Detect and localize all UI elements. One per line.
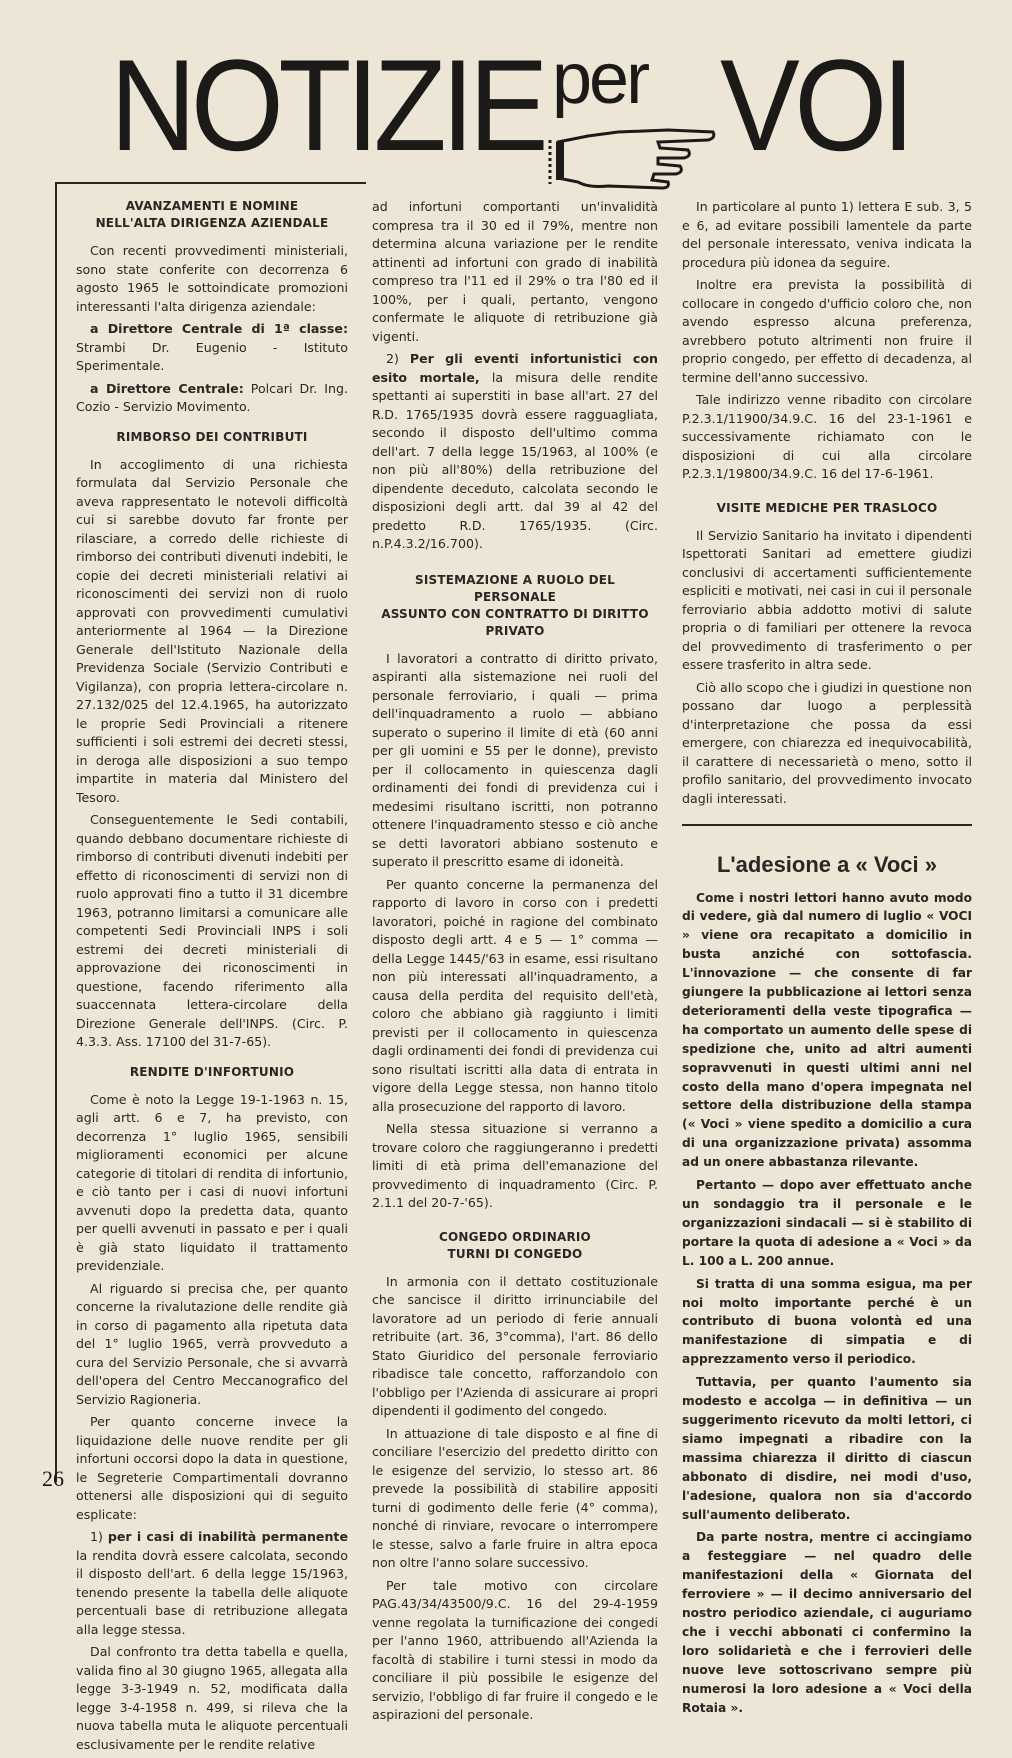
paragraph: Per tale motivo con circolare PAG.43/34/43500/9.C. 16 del 29-4-1959 venne regolata la turnificazione dei congedi per l'anno 1960, attribuendo all'Azienda la facoltà di stabilire i turni stessi in modo da conciliare il più possibile le esigenze del servizio, l'obbligo di far fruire il congedo e le aspirazioni del personale. — [372, 1577, 658, 1722]
masthead-notizie: NOTIZIE — [110, 32, 544, 178]
paragraph: In particolare al punto 1) lettera E sub. 3, 5 e 6, ad evitare possibili lamentele da parte del personale interessato, veniva indicata la procedura più idonea da seguire. — [682, 199, 972, 270]
paragraph: 1) per i casi di inabilità permanente la rendita dovrà essere calcolata, secondo il disposto dell'art. 6 della legge 15/1963, tenendo presente la tabella delle aliquote percentuali base di retribuzione allegata alla legge stessa. — [76, 1529, 348, 1637]
heading-rimborso: RIMBORSO DEI CONTRIBUTI — [116, 429, 308, 444]
heading-rendite: RENDITE D'INFORTUNIO — [129, 1064, 295, 1079]
paragraph: Come è noto la Legge 19-1-1963 n. 15, agli artt. 6 e 7, ha previsto, con decorrenza 1° luglio 1965, sensibili miglioramenti economici per alcune categorie di titolari di rendita di infortunio, e ciò tanto per i casi di nuovi infortuni avvenuti dopo la predetta data, quanto per quelli avvenuti in passato e per i quali è già stato liquidato il trattamento previdenziale. — [76, 1091, 348, 1273]
paragraph: In armonia con il dettato costituzionale che sancisce il diritto irrinunciabile del lavoratore ad un periodo di ferie annuali retribuite (art. 36, 3°comma), l'art. 86 dello Stato Giuridico del personale ferroviario ribadisce tale concetto, rafforzandolo con l'obbligo per l'Azienda di assicurare ai propri dipendenti il godimento del congedo. — [372, 1273, 658, 1418]
paragraph: a Direttore Centrale: Polcari Dr. Ing. Cozio - Servizio Movimento. — [76, 380, 349, 414]
paragraph: Tuttavia, per quanto l'aumento sia modesto e accolga — in definitiva — un suggerimento ricevuto da molti lettori, ci siamo impegnati a ribadire con la massima chiarezza il diritto di ciascun abbonato di disdire, nei modi d'uso, l'adesione, qualora non sia d'accordo sull'aumento deliberato. — [682, 1375, 972, 1522]
divider — [682, 824, 972, 826]
paragraph: In accoglimento di una richiesta formulata dal Servizio Personale che aveva rappresentato le notevoli difficoltà cui si sarebbe dovuto far fronte per rilasciare, a corredo delle richieste di rimborso dei contributi divenuti indebiti, le copie dei decreti ministeriali relativi ai riconoscimenti dei servizi non di ruolo approvati con provvedimenti cumulativi anteriormente al 1964 — la Direzione Generale dell'Istituto Nazionale della Previdenza Sociale (Servizio Contributi e Vigilanza), con propria lettera-circolare n. 27.132/025 del 12.4.1965, ha autorizzato le proprie Sedi Provinciali a ritenere sufficienti i soli estremi dei decreti stessi, in deroga alle disposizioni a suo tempo impartite in materia dal Ministero del Tesoro. — [76, 456, 348, 805]
paragraph: I lavoratori a contratto di diritto privato, aspiranti alla sistemazione nei ruoli del personale ferroviario, i quali — prima dell'inquadramento a ruolo — abbiano superato o superino il limite di età (60 anni per gli uomini e 55 per le donne), previsto per il collocamento in quiescenza dagli ordinamenti dei fondi di previdenza cui i medesimi risultano iscritti, non potranno ottenere l'inquadramento stesso e ciò anche se detti lavoratori abbiano sostenuto e superato il prescritto esame di idoneità. — [372, 650, 658, 869]
adesione-box — [682, 852, 972, 1717]
paragraph: Con recenti provvedimenti ministeriali, sono state conferite con decorrenza 6 agosto 1965 le sottoindicate promozioni interessanti l'alta dirigenza aziendale: — [76, 243, 348, 314]
paragraph: Per quanto concerne invece la liquidazione delle nuove rendite per gli infortuni occorsi dopo la data in questione, le Segreterie Compartimentali dovranno ottenersi alle disposizioni qui di seguito esplicate: — [76, 1414, 348, 1522]
paragraph: Come i nostri lettori hanno avuto modo di vedere, già dal numero di luglio « VOCI » viene ora recapitato a domicilio in busta anziché con sottofascia. L'innovazione — che consente di far giungere la pubblicazione ai lettori senza deterioramenti della veste tipografica — ha comportato un aumento delle spese di spedizione che, unito ad altri aumenti sopravvenuti in questi ultimi anni nel costo della mano d'opera impegnata nel settore della distribuzione della stampa (« Voci » viene spedito a domicilio a cura di una organizzazione privata) assomma ad un onere abbastanza rilevante. — [682, 890, 972, 1170]
paragraph: Pertanto — dopo aver effettuato anche un sondaggio tra il personale e le organizzazioni sindacali — si è stabilito di portare la quota di adesione a « Voci » da L. 100 a L. 200 annue. — [682, 1178, 972, 1268]
column-1 — [76, 198, 348, 1758]
paragraph: Nella stessa situazione si verranno a trovare coloro che raggiungeranno i predetti limiti di età prima dell'emanazione del provvedimento di inquadramento (Circ. P. 2.1.1 del 20-7-'65). — [372, 1121, 658, 1210]
paragraph: a Direttore Centrale di 1ª classe: Strambi Dr. Eugenio - Istituto Sperimentale. — [76, 321, 348, 373]
page-number: 26 — [42, 1466, 64, 1491]
paragraph: Ciò allo scopo che i giudizi in questione non possano dar luogo a perplessità d'interpretazione che possa da essi emergere, con chiarezza ed inequivocabilità, il carattere di necessarietà o meno, sotto il profilo sanitario, del provvedimento invocato dagli interessati. — [682, 679, 972, 806]
heading-visite: VISITE MEDICHE PER TRASLOCO — [716, 500, 938, 515]
paragraph: Inoltre era prevista la possibilità di collocare in congedo d'ufficio coloro che, non avendo espresso alcuna preferenza, avrebbero potuto altrimenti non fruire il proprio congedo, per effetto di decadenza, al termine dell'anno successivo. — [682, 277, 972, 385]
paragraph: Da parte nostra, mentre ci accingiamo a festeggiare — nel quadro delle manifestazioni della « Giornata del ferroviere » — il decimo anniversario del nostro periodico aziendale, ci auguriamo che i vecchi abbonati ci confermino la loro solidarietà e che i ferrovieri delle nuove leve sottoscrivano sempre più numerosi la loro adesione a « Voci della Rotaia ». — [682, 1530, 972, 1715]
masthead — [0, 30, 1012, 190]
paragraph: Al riguardo si precisa che, per quanto concerne la rivalutazione delle rendite già in corso di pagamento alla ripetuta data del 1° luglio 1965, verrà provveduto a cura del Servizio Personale, che si avvarrà dell'opera del Centro Meccanografico del Servizio Ragioneria. — [76, 1280, 348, 1407]
heading-sistemazione: SISTEMAZIONE A RUOLO DEL PERSONALE ASSUNTO CON CONTRATTO DI DIRITTO PRIVATO — [381, 572, 649, 638]
masthead-per: per — [552, 39, 648, 119]
paragraph: ad infortuni comportanti un'invalidità compresa tra il 30 ed il 79%, mentre non determina alcuna variazione per le rendite attinenti ad infortuni con grado di inabilità compreso tra l'11 ed il 29% o tra l'80 ed il 100%, per i quali, pertanto, vengono confermate le aliquote di retribuzione già vigenti. — [372, 199, 658, 344]
masthead-voi: VOI — [720, 32, 910, 178]
paragraph: Tale indirizzo venne ribadito con circolare P.2.3.1/11900/34.9.C. 16 del 23-1-1961 e successivamente richiamato con le disposizioni di cui alla circolare P.2.3.1/19800/34.9.C. 16 del 17-6-1961. — [682, 392, 972, 481]
column-3 — [682, 198, 972, 1721]
adesione-title: L'adesione a « Voci » — [716, 852, 938, 877]
paragraph: Dal confronto tra detta tabella e quella, valida fino al 30 giugno 1965, allegata alla legge 3-3-1949 n. 52, modificata dalla legge 3-4-1958 n. 499, si rileva che la nuova tabella muta le aliquote percentuali esclusivamente per le rendite relative — [76, 1644, 348, 1752]
paragraph: Per quanto concerne la permanenza del rapporto di lavoro in corso con i predetti lavoratori, poiché in ragione del combinato disposto degli artt. 4 e 5 — 1° comma — della Legge 1445/'63 in esame, essi risultano non più interessati all'inquadramento, a causa della perdita del requisito dell'età, coloro che abbiano già raggiunto i limiti previsti per il collocamento in quiescenza dagli ordinamenti dei fondi di previdenza cui sono risultati iscritti alla data di entrata in vigore della Legge stessa, non hanno titolo alla prosecuzione del rapporto di lavoro. — [372, 876, 658, 1114]
heading-congedo: CONGEDO ORDINARIO TURNI DI CONGEDO — [439, 1229, 591, 1261]
paragraph: Conseguentemente le Sedi contabili, quando debbano documentare richieste di rimborso di contributi divenuti indebiti per effetto di riconoscimenti di servizi non di ruolo approvati fino a tutto il 31 dicembre 1963, potranno limitarsi a comunicare alle competenti Sedi Provinciali INPS i soli estremi dei decreti ministeriali di approvazione dei riconoscimenti in questione, facendo riferimento alla suaccennata lettera-circolare della Direzione Generale dell'INPS. (Circ. P. 4.3.3. Ass. 17100 del 31-7-65). — [76, 812, 348, 1049]
paragraph: In attuazione di tale disposto e al fine di conciliare l'esercizio del predetto diritto con le esigenze del servizio, lo stesso art. 86 prevede la possibilità di stabilire appositi turni di godimento delle ferie (4° comma), nonché di rinviare, revocare o interrompere le stesse, salvo a farle fruire in altra epoca non oltre l'anno solare successivo. — [372, 1425, 658, 1570]
paragraph: 2) Per gli eventi infortunistici con esito mortale, la misura delle rendite spettanti ai superstiti in base all'art. 27 del R.D. 1765/1935 dovrà essere ragguagliata, secondo il disposto dell'ultimo comma dell'art. 7 della legge 15/1963, al 100% (e non più all'80%) della retribuzione del dipendente deceduto, calcolata secondo le disposizioni degli artt. dal 39 al 42 del predetto R.D. 1765/1935. (Circ. n.P.4.3.2/16.700). — [372, 351, 658, 551]
pointing-hand-icon — [548, 122, 718, 192]
heading-avanzamenti: AVANZAMENTI E NOMINE NELL'ALTA DIRIGENZA AZIENDALE — [95, 199, 329, 230]
paragraph: Si tratta di una somma esigua, ma per noi molto importante perché è un contributo di buona volontà ed una manifestazione di simpatia e di apprezzamento verso il periodico. — [682, 1276, 972, 1367]
paragraph: Il Servizio Sanitario ha invitato i dipendenti Ispettorati Sanitari ad emettere giudizi conclusivi di accertamenti sufficientemente espliciti e motivati, nei casi in cui il personale ferroviario abbia addotto motivi di salute propria o di familiari per ottenere la revoca del provvedimento di trasferimento o per essere trasferito in altra sede. — [682, 527, 972, 672]
column-2 — [372, 198, 658, 1729]
